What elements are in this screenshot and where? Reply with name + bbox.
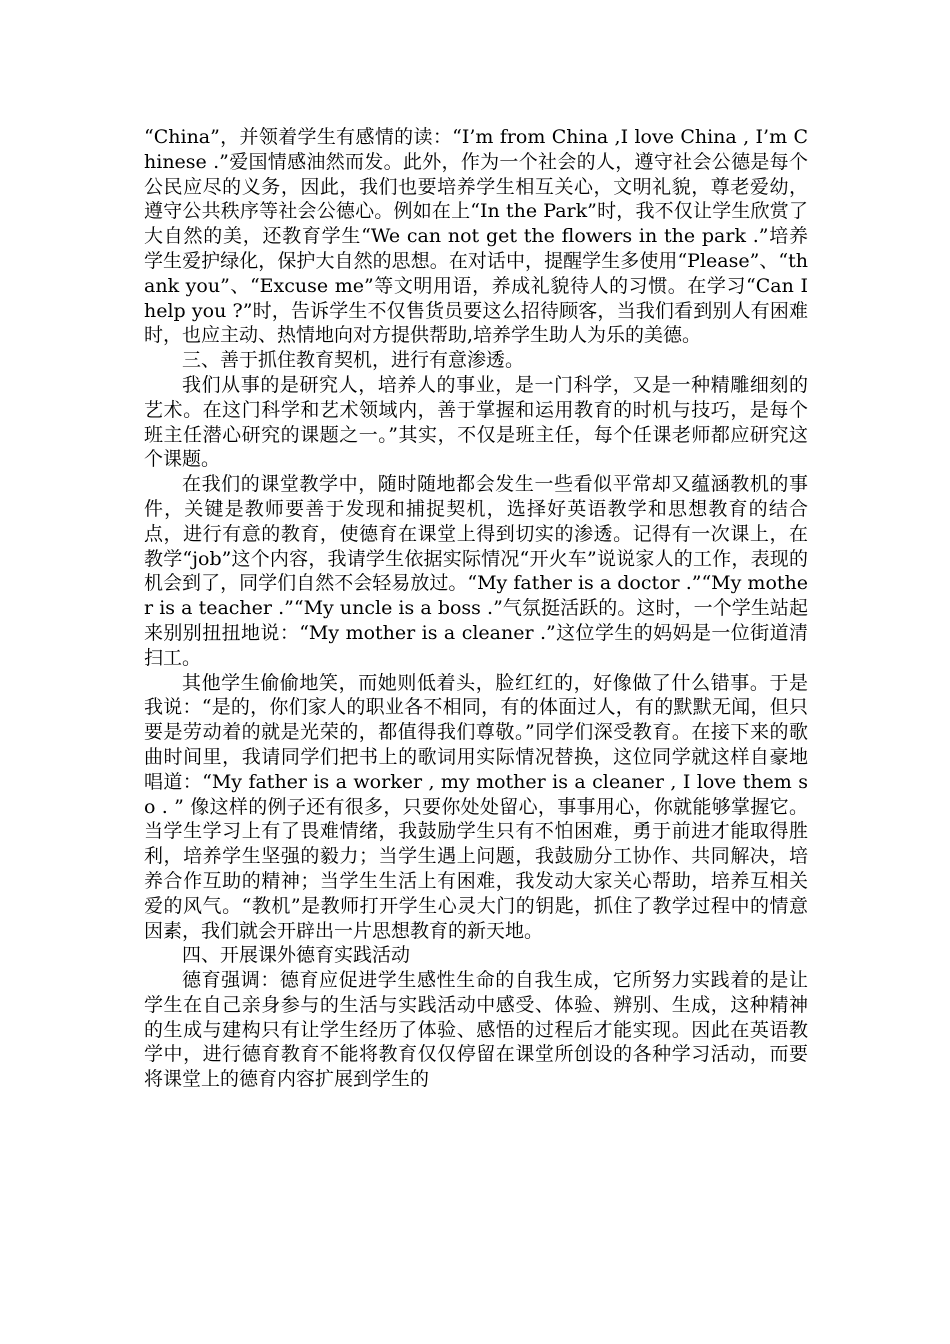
section-heading: 四、开展课外德育实践活动 [182,944,411,967]
body-paragraph: 德育强调：德育应促进学生感性生命的自我生成，它所努力实践着的是让学生在自己亲身参与的生活与实践活动中感受、体验、辨别、生成，这种精神的生成与建构只有让学生经历了体验、感悟的过程后才能实现。因此在英语教学中，进行德育教育不能将教育仅仅停留在课堂所创设的各种学习活动，而要将课堂上的德育内容扩展到学生的 [144,969,808,1091]
body-paragraph: “China”，并领着学生有感情的读：“I’m from China ,I love China , I’m Chinese .”爱国情感油然而发。此外，作为一个社会的人，遵守社会公德是每个公民应尽的义务，因此，我们也要培养学生相互关心，文明礼貌，尊老爱幼，遵守公共秩序等社会公德心。例如在上“In the Park”时，我不仅让学生欣赏了大自然的美，还教育学生“We can not get the flowers in the park .”培养学生爱护绿化，保护大自然的思想。在对话中，提醒学生多使用“Please”、“thank you”、“Excuse me”等文明用语，养成礼貌待人的习惯。在学习“Can I help you ?”时，告诉学生不仅售货员要这么招待顾客，当我们看到别人有困难时，也应主动、热情地向对方提供帮助,培养学生助人为乐的美德。 [144,126,808,347]
body-paragraph: 我们从事的是研究人，培养人的事业，是一门科学，又是一种精雕细刻的艺术。在这门科学和艺术领域内，善于掌握和运用教育的时机与技巧，是每个班主任潜心研究的课题之一。”其实，不仅是班主任，每个任课老师都应研究这个课题。 [144,373,808,471]
body-paragraph: 在我们的课堂教学中，随时随地都会发生一些看似平常却又蕴涵教机的事件，关键是教师要善于发现和捕捉契机，选择好英语教学和思想教育的结合点，进行有意的教育，使德育在课堂上得到切实的渗透。记得有一次课上，在教学“job”这个内容，我请学生依据实际情况“开火车”说说家人的工作，表现的机会到了，同学们自然不会轻易放过。“My father is a doctor .”“My mother is a teacher .”“My uncle is a boss .”气氛挺活跃的。这时，一个学生站起来别别扭扭地说：“My mother is a cleaner .”这位学生的妈妈是一位街道清扫工。 [144,473,808,669]
body-paragraph: 其他学生偷偷地笑，而她则低着头，脸红红的，好像做了什么错事。于是我说：“是的，你们家人的职业各不相同，有的体面过人，有的默默无闻，但只要是劳动着的就是光荣的，都值得我们尊敬。”同学们深受教育。在接下来的歌曲时间里，我请同学们把书上的歌词用实际情况替换，这位同学就这样自豪地唱道：“My father is a worker , my mother is a cleaner , I love them so . ” 像这样的例子还有很多，只要你处处留心，事事用心，你就能够掌握它。当学生学习上有了畏难情绪，我鼓励学生只有不怕困难，勇于前进才能取得胜利，培养学生坚强的毅力；当学生遇上问题，我鼓励分工协作、共同解决，培养合作互助的精神；当学生生活上有困难，我发动大家关心帮助，培养互相关爱的风气。“教机”是教师打开学生心灵大门的钥匙，抓住了教学过程中的情意因素，我们就会开辟出一片思想教育的新天地。 [144,671,808,942]
section-heading: 三、善于抓住教育契机，进行有意渗透。 [182,349,525,372]
document-page [144,125,808,1092]
